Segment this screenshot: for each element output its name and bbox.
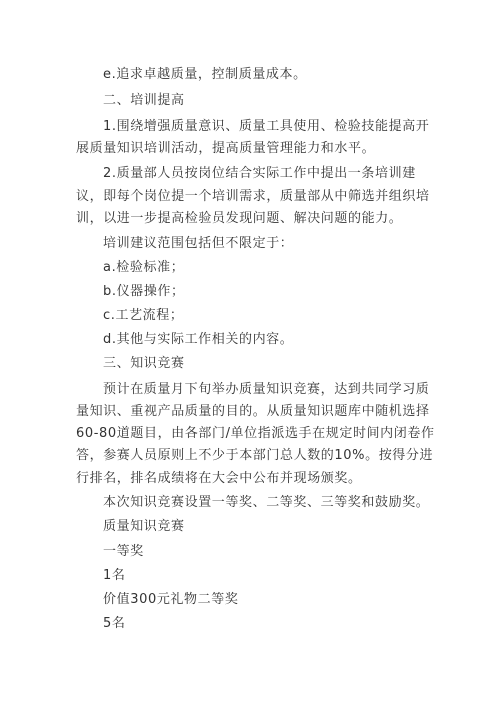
text-line: 本次知识竞赛设置一等奖、二等奖、三等奖和鼓励奖。 [103, 495, 430, 510]
text-line: 量知识、重视产品质量的目的。从质量知识题库中随机选择 [76, 404, 430, 419]
section-heading: 三、知识竞赛 [103, 356, 185, 371]
text-line: 1名 [103, 568, 126, 583]
section-heading: 二、培训提高 [103, 93, 185, 108]
text-line: 2.质量部人员按岗位结合实际工作中提出一条培训建 [103, 166, 416, 181]
text-line: 5名 [103, 616, 126, 631]
list-item: d.其他与实际工作相关的内容。 [103, 332, 294, 347]
list-item: a.检验标准； [103, 260, 185, 275]
text-line: 质量知识竞赛 [103, 519, 185, 534]
text-line: 答，参赛人员原则上不少于本部门总人数的10%。按得分进 [76, 448, 434, 463]
text-line: 1.围绕增强质量意识、质量工具使用、检验技能提高开 [103, 119, 430, 134]
text-line: 60-80道题目，由各部门/单位指派选手在规定时间内闭卷作 [76, 426, 435, 441]
text-line: 展质量知识培训活动，提高质量管理能力和水平。 [76, 141, 376, 156]
text-line: 行排名，排名成绩将在大会中公布并现场颁奖。 [76, 471, 362, 486]
text-line: 预计在质量月下旬举办质量知识竞赛，达到共同学习质 [103, 382, 430, 397]
list-item: c.工艺流程； [103, 308, 184, 323]
text-line: 训，以进一步提高检验员发现问题、解决问题的能力。 [76, 211, 403, 226]
text-line: e.追求卓越质量，控制质量成本。 [103, 67, 307, 82]
text-line: 议，即每个岗位提一个培训需求，质量部从中筛选并组织培 [76, 189, 430, 204]
list-item: b.仪器操作； [103, 284, 185, 299]
text-line: 价值300元礼物二等奖 [103, 592, 239, 607]
text-line: 培训建议范围包括但不限定于： [103, 236, 294, 251]
text-line: 一等奖 [103, 544, 144, 559]
